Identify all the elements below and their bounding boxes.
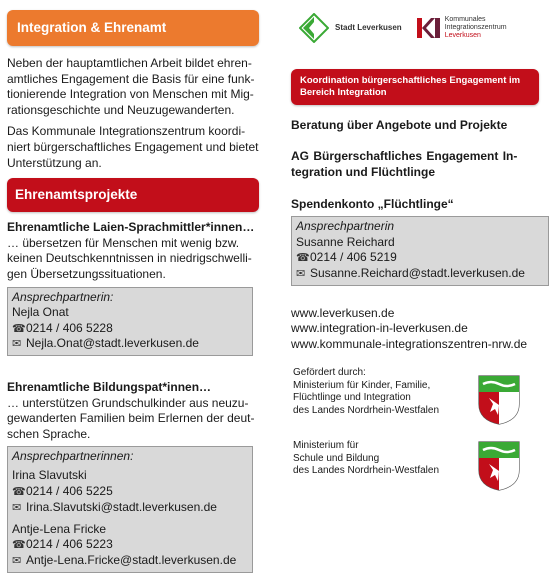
phone-icon: ☎ (296, 252, 310, 265)
envelope-icon: ✉ (296, 267, 306, 280)
ministry-1-line: Flüchtlinge und Integration (293, 392, 411, 403)
contact-email[interactable]: Susanne.Reichard@stadt.leverkusen.de (310, 265, 525, 280)
integration-header (7, 10, 259, 46)
left-column (7, 10, 261, 573)
coordination-header (291, 69, 539, 105)
projects-header-text: Ehrenamtsprojekte (15, 187, 138, 203)
ki-logo-text (445, 16, 507, 40)
ki-line: Leverkusen (444, 32, 481, 40)
contact-2-name: Antje-Lena Fricke (12, 521, 107, 536)
nrw-crest-icon (477, 440, 521, 492)
contact-1-phone[interactable]: 0214 / 406 5225 (26, 483, 113, 498)
coordination-header-line: Bereich Integration (300, 86, 387, 98)
service-spendenkonto: Spendenkonto „Flüchtlinge“ (291, 196, 454, 211)
project-2-desc-line: schen Sprache. (7, 426, 91, 441)
contact-name: Susanne Reichard (296, 234, 395, 249)
coordination-header-line: Koordination bürgerschaftliches Engagement im (300, 75, 521, 86)
link-nrw[interactable]: www.kommunale-integrationszentren-nrw.de (291, 336, 528, 351)
intro-1-line: tionierende Integration von Menschen mit Mig- (7, 87, 254, 102)
contact-label: Ansprechpartnerin (296, 219, 395, 234)
ministry-2-line: Schule und Bildung (293, 452, 380, 464)
project-2 (7, 380, 261, 573)
project-2-desc-line: … unterstützen Grundschulkinder aus neuzu- (7, 395, 249, 410)
envelope-icon: ✉ (12, 555, 22, 568)
logo-row (291, 10, 553, 46)
project-1-description (7, 236, 261, 283)
contact-label: Ansprechpartnerinnen: (12, 449, 134, 464)
ministry-2-line: des Landes Nordrhein-Westfalen (293, 465, 440, 476)
intro-2-line: Das Kommunale Integrationszentrum koordi- (7, 124, 246, 139)
contact-2-email-row (12, 553, 248, 569)
ki-logo (416, 16, 507, 40)
funder-block-2 (293, 440, 439, 478)
project-1-title: Ehrenamtliche Laien-Sprachmittler*innen… (7, 220, 255, 235)
ministry-1-line: Ministerium für Kinder, Familie, (293, 379, 431, 391)
contact-email-row (12, 336, 248, 352)
phone-icon: ☎ (12, 539, 26, 552)
integration-header-text: Integration & Ehrenamt (17, 20, 167, 36)
contact-phone-row (296, 250, 544, 266)
contact-phone[interactable]: 0214 / 406 5228 (26, 320, 113, 335)
city-logo-text: Stadt Leverkusen (335, 22, 402, 32)
ki-logo-icon (416, 16, 442, 40)
envelope-icon: ✉ (12, 338, 22, 351)
intro-2-line: Unterstützung an. (7, 155, 102, 170)
right-contact-box (291, 216, 549, 285)
projects-header (7, 178, 259, 212)
contact-email[interactable]: Nejla.Onat@stadt.leverkusen.de (26, 336, 199, 351)
project-2-description (7, 396, 261, 443)
project-2-title: Ehrenamtliche Bildungspat*innen… (7, 379, 212, 394)
ministry-2-line: Ministerium für (293, 440, 359, 451)
contact-2-email[interactable]: Antje-Lena.Fricke@stadt.leverkusen.de (26, 553, 237, 568)
project-1-desc-line: gen Übersetzungssituationen. (7, 266, 166, 281)
phone-icon: ☎ (12, 485, 26, 498)
contact-name: Nejla Onat (12, 305, 69, 320)
service-beratung: Beratung über Angebote und Projekte (291, 117, 508, 132)
contact-1-email[interactable]: Irina.Slavutski@stadt.leverkusen.de (26, 499, 217, 514)
contact-phone-row (12, 321, 248, 337)
leverkusen-logo-icon (299, 13, 329, 43)
contact-email-row (296, 266, 544, 282)
intro-1-line: amtliches Engagement die Basis für eine funk- (7, 71, 255, 86)
contact-label: Ansprechpartnerin: (12, 289, 114, 304)
ki-line: Kommunales (444, 15, 486, 23)
intro-paragraph-2 (7, 124, 261, 171)
service-ag-line: AG Bürgerschaftliches Engagement In- (291, 149, 518, 164)
ki-line: Integrationszentrum (444, 23, 507, 31)
contact-1-email-row (12, 500, 248, 516)
project-1-desc-line: … übersetzen für Menschen mit wenig bzw. (7, 235, 240, 250)
funder-block-1 (293, 367, 439, 417)
intro-2-line: niert bürgerschaftliches Engagement und bietet (7, 139, 259, 154)
contact-2-phone[interactable]: 0214 / 406 5223 (26, 537, 113, 552)
weblinks (291, 306, 553, 353)
project-1-contact-box (7, 287, 253, 356)
project-2-desc-line: gewanderten Familien beim Erlernen der deut- (7, 411, 255, 426)
contact-2-phone-row (12, 537, 248, 553)
project-1-desc-line: keinen Deutschkenntnissen in niedrigschwelli- (7, 251, 252, 266)
intro-paragraph-1 (7, 56, 261, 118)
right-column (291, 10, 553, 476)
contact-1-name: Irina Slavutski (12, 468, 87, 483)
intro-1-line: rationsgeschichte und Neuzugewanderten. (7, 102, 235, 117)
service-ag-line: tegration und Flüchtlinge (291, 164, 435, 179)
link-integration[interactable]: www.integration-in-leverkusen.de (291, 321, 468, 336)
envelope-icon: ✉ (12, 501, 22, 514)
contact-phone[interactable]: 0214 / 406 5219 (310, 250, 397, 265)
project-2-contact-box (7, 446, 253, 573)
service-ag (291, 149, 553, 180)
intro-1-line: Neben der hauptamtlichen Arbeit bildet ehren- (7, 56, 252, 70)
nrw-crest-icon (477, 374, 521, 426)
contact-1-phone-row (12, 484, 248, 500)
project-1 (7, 220, 261, 356)
phone-icon: ☎ (12, 322, 26, 335)
funded-by-label: Gefördert durch: (293, 367, 366, 378)
ministry-1-line: des Landes Nordrhein-Westfalen (293, 404, 440, 416)
link-leverkusen[interactable]: www.leverkusen.de (291, 305, 395, 320)
